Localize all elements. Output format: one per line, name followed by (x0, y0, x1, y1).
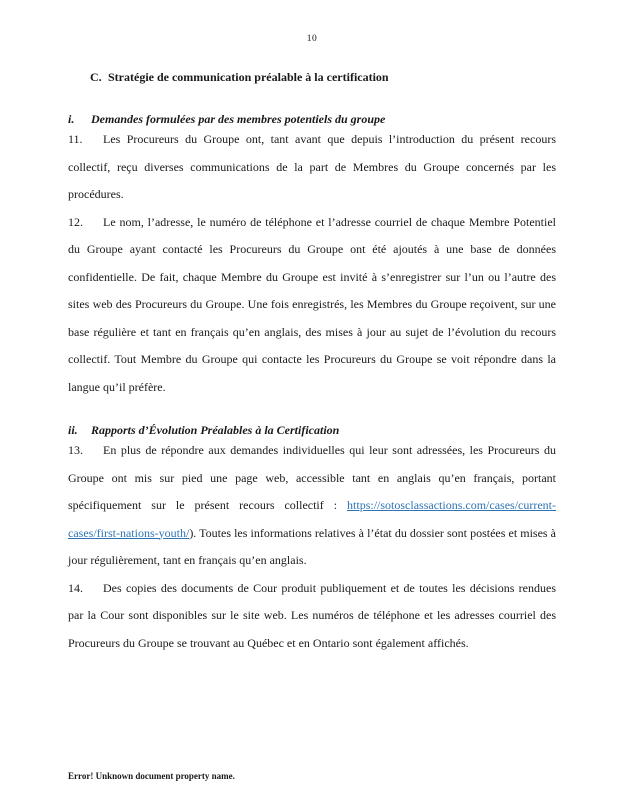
paragraph-13-number: 13. (68, 443, 83, 457)
paragraph-11-number: 11. (68, 132, 83, 146)
subheading-ii-marker: ii. (68, 423, 78, 437)
class-action-website-link[interactable]: https://sotosclassactions.com/cases/current-cases/first-nations-youth/ (68, 498, 556, 540)
paragraph-12 (68, 209, 556, 402)
paragraph-13 (68, 437, 556, 575)
paragraph-12-number: 12. (68, 214, 83, 229)
subheading-i (68, 112, 556, 126)
paragraph-13-text-after: ). Toutes les informations relatives à l’état du dossier sont postées et mises à jour régulièrement, tant en français qu’en anglais. (68, 525, 556, 567)
section-heading-c-marker: C. (90, 70, 102, 84)
paragraph-14-number: 14. (68, 580, 83, 595)
section-heading-c-text: Stratégie de communication préalable à la certification (108, 70, 389, 84)
section-heading-c (90, 70, 556, 84)
paragraph-11-text: Les Procureurs du Groupe ont, tant avant que depuis l’introduction du présent recours collectif, reçu diverses communications de la part de Membres du Groupe concernés par les procédures. (68, 132, 556, 201)
paragraph-12-text: Le nom, l’adresse, le numéro de téléphone et l’adresse courriel de chaque Membre Potentiel du Groupe ayant contacté les Procureurs du Groupe ont été ajoutés à une base de données confidentielle. De fait, chaque Membre du Groupe est invité à s’enregistrer sur l’un ou l’autre des sites web des Procureurs du Groupe. Une fois enregistrés, les Membres du Groupe reçoivent, sur une base régulière et tant en français qu’en anglais, des mises à jour au sujet de l’évolution du recours collectif. Tout Membre du Groupe qui contacte les Procureurs du Groupe se voit répondre dans la langue qu’il préfère. (68, 214, 556, 394)
paragraph-14-text: Des copies des documents de Cour produit publiquement et de toutes les décisions rendues par la Cour sont disponibles sur le site web. Les numéros de téléphone et les adresses courriel des Procureurs du Groupe se trouvant au Québec et en Ontario sont également affichés. (68, 580, 556, 650)
subheading-i-text: Demandes formulées par des membres potentiels du groupe (91, 112, 386, 126)
subheading-i-marker: i. (68, 112, 75, 126)
footer-error-text: Error! Unknown document property name. (68, 771, 235, 781)
subheading-ii (68, 423, 556, 437)
paragraph-13-text-before: En plus de répondre aux demandes individuelles qui leur sont adressées, les Procureurs du Groupe ont mis sur pied une page web, accessible tant en anglais qu’en français, portant spécifiquement sur le présent recours collectif : (68, 443, 556, 512)
subheading-ii-text: Rapports d’Évolution Préalables à la Certification (91, 423, 340, 437)
paragraph-14 (68, 575, 556, 658)
paragraph-11 (68, 126, 556, 209)
page-number: 10 (306, 34, 318, 44)
